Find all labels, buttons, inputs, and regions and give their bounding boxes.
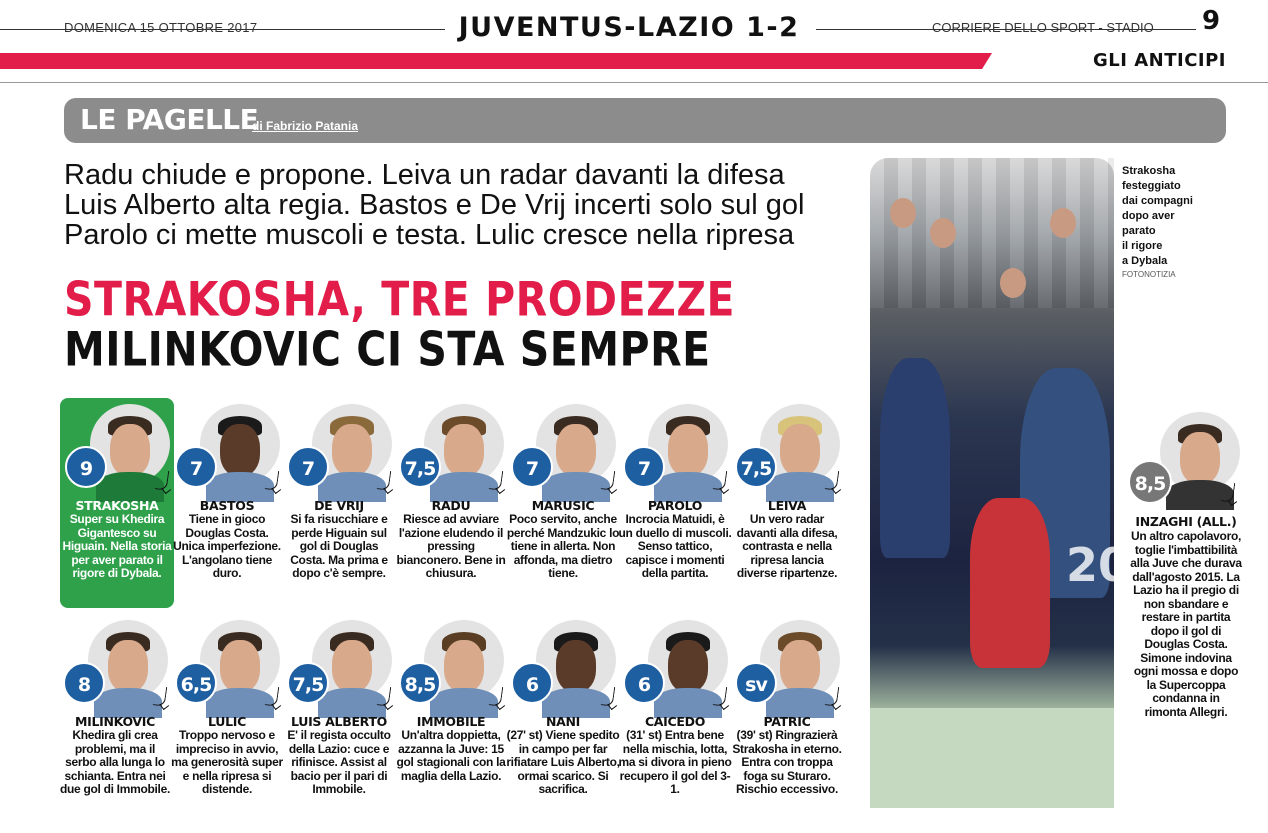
arrow-icon	[265, 685, 280, 706]
player-name: CAICEDO	[644, 714, 706, 729]
player-card-marusic	[506, 398, 620, 608]
caption-line: parato	[1122, 225, 1156, 237]
celebration-photo	[870, 158, 1131, 808]
spectator	[1050, 208, 1076, 238]
player-comment: Poco servito, anche perché Mandzukic lo tiene in allerta. Non affonda, ma dietro tiene.	[506, 512, 620, 580]
caption-line: dopo aver	[1122, 210, 1175, 222]
player-name: DE VRIJ	[314, 498, 364, 513]
player-comment: (39' st) Ringrazierà Strakosha in eterno. Entra con troppa foga su Sturaro. Rischio eccessivo.	[732, 728, 842, 796]
banner-title: LE PAGELLE	[80, 103, 259, 136]
section-divider	[0, 82, 1268, 83]
player-name: BASTOS	[199, 498, 255, 513]
player-card-lulic	[170, 614, 284, 824]
headline-red: STRAKOSHA, TRE PRODEZZE	[64, 272, 736, 328]
player-card-leiva	[730, 398, 844, 608]
arrow-icon	[825, 685, 840, 706]
player-name: MILINKOVIC	[74, 714, 156, 729]
arrow-icon	[825, 469, 840, 490]
summary-line: Parolo ci mette muscoli e testa. Lulic cresce nella ripresa	[64, 219, 795, 251]
spectator	[1000, 268, 1026, 298]
player-card-nani	[506, 614, 620, 824]
grade-badge: 6,5	[175, 662, 217, 704]
shirt-number: 20	[1066, 538, 1131, 592]
player-comment: Un'altra doppietta, azzanna la Juve: 15 gol stagionali con la maglia della Lazio.	[396, 728, 506, 783]
summary-line: Luis Alberto alta regia. Bastos e De Vrij incerti solo sul gol	[64, 189, 805, 221]
match-title: JUVENTUS-LAZIO 1-2	[445, 12, 814, 43]
player-card-radu	[394, 398, 508, 608]
arrow-icon	[489, 685, 504, 706]
photo-caption	[1122, 164, 1193, 269]
arrow-icon	[489, 469, 504, 490]
player-name: MARUSIC	[531, 498, 595, 513]
grade-badge: 7	[511, 446, 553, 488]
stand-background	[870, 158, 1114, 308]
player-name: LUIS ALBERTO	[291, 714, 387, 729]
player-name: LULIC	[208, 714, 246, 729]
player-comment: Un vero radar davanti alla difesa, contrasta e nella ripresa lancia diverse ripartenze.	[736, 512, 838, 580]
grade-badge: 7,5	[287, 662, 329, 704]
player-comment: (27' st) Viene spedito in campo per far rifiatare Luis Alberto, ormai scarico. Si sacrifica.	[506, 728, 620, 796]
coach-comment: Un altro capolavoro, toglie l'imbattibilità alla Juve che durava dall'agosto 2015. La Lazio ha il pregio di non sbandare e restare in partita dopo il gol di Douglas Costa. Simone indovina ogni mossa e dopo la Supercoppa condanna in rimonta Allegri.	[1130, 529, 1242, 719]
grade-badge: 8	[63, 662, 105, 704]
player-card-parolo	[618, 398, 732, 608]
page-number: 9	[1202, 6, 1221, 36]
section-label: GLI ANTICIPI	[1093, 50, 1226, 71]
player-name: NANI	[545, 714, 581, 729]
caption-line: festeggiato	[1122, 180, 1181, 192]
arrow-icon	[713, 685, 728, 706]
player-comment: Super su Khedira Gigantesco su Higuain. Nella storia per aver parato il rigore di Dybala.	[62, 512, 172, 580]
arrow-icon	[377, 685, 392, 706]
grade-badge: 7	[287, 446, 329, 488]
arrow-icon	[155, 469, 170, 490]
summary	[64, 160, 864, 250]
caption-line: a Dybala	[1122, 255, 1168, 267]
grade-badge: 7	[175, 446, 217, 488]
grade-badge: 7	[623, 446, 665, 488]
grade-badge: 9	[65, 446, 107, 488]
player-name: PATRIC	[763, 714, 811, 729]
caption-line: il rigore	[1122, 240, 1163, 252]
player-comment: E' il regista occulto della Lazio: cuce e rifinisce. Assist al bacio per il pari di Immobile.	[287, 728, 391, 796]
newspaper-name: CORRIERE DELLO SPORT - STADIO	[932, 20, 1154, 35]
player-figure	[880, 358, 950, 558]
caption-line: Strakosha	[1122, 165, 1176, 177]
player-name: RADU	[431, 498, 471, 513]
grade-badge: 7,5	[735, 446, 777, 488]
grade-badge: 6	[623, 662, 665, 704]
player-name: IMMOBILE	[416, 714, 486, 729]
player-comment: Khedira gli crea problemi, ma il serbo alla lunga lo schianta. Entra nei due gol di Immobile.	[59, 728, 170, 796]
coach-name: INZAGHI (ALL.)	[1135, 514, 1237, 529]
arrow-icon	[153, 685, 168, 706]
player-card-patric	[730, 614, 844, 824]
grade-badge: 6	[511, 662, 553, 704]
goalkeeper-figure	[970, 498, 1050, 668]
headline-black: MILINKOVIC CI STA SEMPRE	[64, 322, 711, 378]
player-card-luis-alberto	[282, 614, 396, 824]
player-comment: Si fa risucchiare e perde Higuain sul gol di Douglas Costa. Ma prima e dopo c'è sempre.	[290, 512, 388, 580]
player-name: PAROLO	[647, 498, 703, 513]
photo-credit: FOTONOTIZIA	[1122, 270, 1176, 279]
player-card-bastos	[170, 398, 284, 608]
player-comment: Incrocia Matuidi, è un duello di muscoli. Senso tattico, capisce i momenti della partita.	[618, 512, 732, 580]
player-comment: Riesce ad avviare l'azione eludendo il pressing bianconero. Bene in chiusura.	[396, 512, 506, 580]
player-card-strakosha	[60, 398, 174, 608]
player-comment: Tiene in gioco Douglas Costa. Unica imperfezione. L'angolano tiene duro.	[173, 512, 281, 580]
issue-date: DOMENICA 15 OTTOBRE 2017	[64, 20, 258, 35]
grade-badge: sv	[735, 662, 777, 704]
grade-badge: 8,5	[1128, 460, 1172, 504]
player-card-caicedo	[618, 614, 732, 824]
arrow-icon	[601, 469, 616, 490]
player-card-milinkovic	[58, 614, 172, 824]
arrow-icon	[713, 469, 728, 490]
author-link[interactable]: di Fabrizio Patania	[252, 119, 359, 133]
player-card-de-vrij	[282, 398, 396, 608]
arrow-icon	[1221, 481, 1236, 502]
arrow-icon	[377, 469, 392, 490]
pitch	[870, 708, 1114, 808]
arrow-icon	[265, 469, 280, 490]
player-card-immobile	[394, 614, 508, 824]
player-comment: (31' st) Entra bene nella mischia, lotta, ma si divora in pieno recupero il gol del 3-1.	[618, 728, 732, 796]
arrow-icon	[601, 685, 616, 706]
player-comment: Troppo nervoso e impreciso in avvio, ma generosità super e nella ripresa si distende.	[171, 728, 283, 796]
spectator	[890, 198, 916, 228]
coach-photo	[1160, 412, 1240, 492]
spectator	[930, 218, 956, 248]
accent-bar	[0, 53, 992, 69]
player-name: LEIVA	[767, 498, 807, 513]
grade-badge: 7,5	[399, 446, 441, 488]
grade-badge: 8,5	[399, 662, 441, 704]
player-name: STRAKOSHA	[75, 498, 159, 513]
summary-line: Radu chiude e propone. Leiva un radar davanti la difesa	[64, 159, 785, 191]
coach-card-inzaghi	[1130, 410, 1242, 810]
caption-line: dai compagni	[1122, 195, 1193, 207]
